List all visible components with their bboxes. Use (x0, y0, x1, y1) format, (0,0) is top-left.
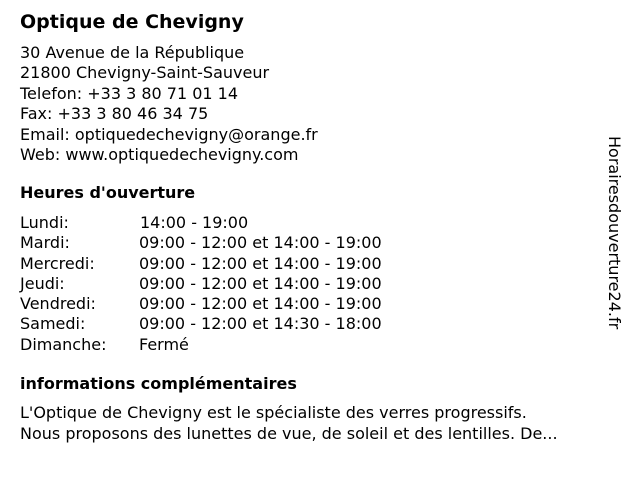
time-value: 14:00 - 19:00 (140, 213, 249, 232)
time-value: 09:00 - 12:00 et 14:30 - 18:00 (139, 314, 382, 334)
day-label: Samedi: (20, 314, 86, 334)
time-value: Fermé (139, 334, 189, 354)
site-watermark: Horairesdouverture24.fr (605, 136, 624, 330)
fax: Fax: +33 3 80 46 34 75 (20, 104, 209, 124)
description-line-1: L'Optique de Chevigny est le spécialiste des verres progressifs. (20, 403, 527, 422)
address-city: 21800 Chevigny-Saint-Sauveur (20, 63, 270, 83)
time-value: 09:00 - 12:00 et 14:00 - 19:00 (139, 294, 382, 314)
address-street: 30 Avenue de la République (20, 43, 245, 62)
time-value: 09:00 - 12:00 et 14:00 - 19:00 (139, 233, 382, 253)
telephone: Telefon: +33 3 80 71 01 14 (20, 83, 239, 103)
day-label: Vendredi: (20, 294, 96, 314)
additional-info-heading: informations complémentaires (20, 374, 297, 393)
contact-block (20, 43, 318, 165)
day-label: Lundi: (20, 213, 69, 232)
day-label: Mardi: (20, 233, 70, 253)
business-name: Optique de Chevigny (20, 11, 244, 33)
time-value: 09:00 - 12:00 et 14:00 - 19:00 (139, 273, 382, 293)
day-label: Dimanche: (20, 334, 107, 354)
time-value: 09:00 - 12:00 et 14:00 - 19:00 (139, 253, 382, 273)
day-label: Jeudi: (20, 273, 65, 293)
opening-hours-heading: Heures d'ouverture (20, 183, 196, 202)
day-label: Mercredi: (20, 253, 95, 273)
description-text (20, 403, 558, 444)
email: Email: optiquedechevigny@orange.fr (20, 124, 318, 144)
description-line-2: Nous proposons des lunettes de vue, de soleil et des lentilles. De... (20, 423, 558, 443)
website: Web: www.optiquedechevigny.com (20, 144, 299, 164)
